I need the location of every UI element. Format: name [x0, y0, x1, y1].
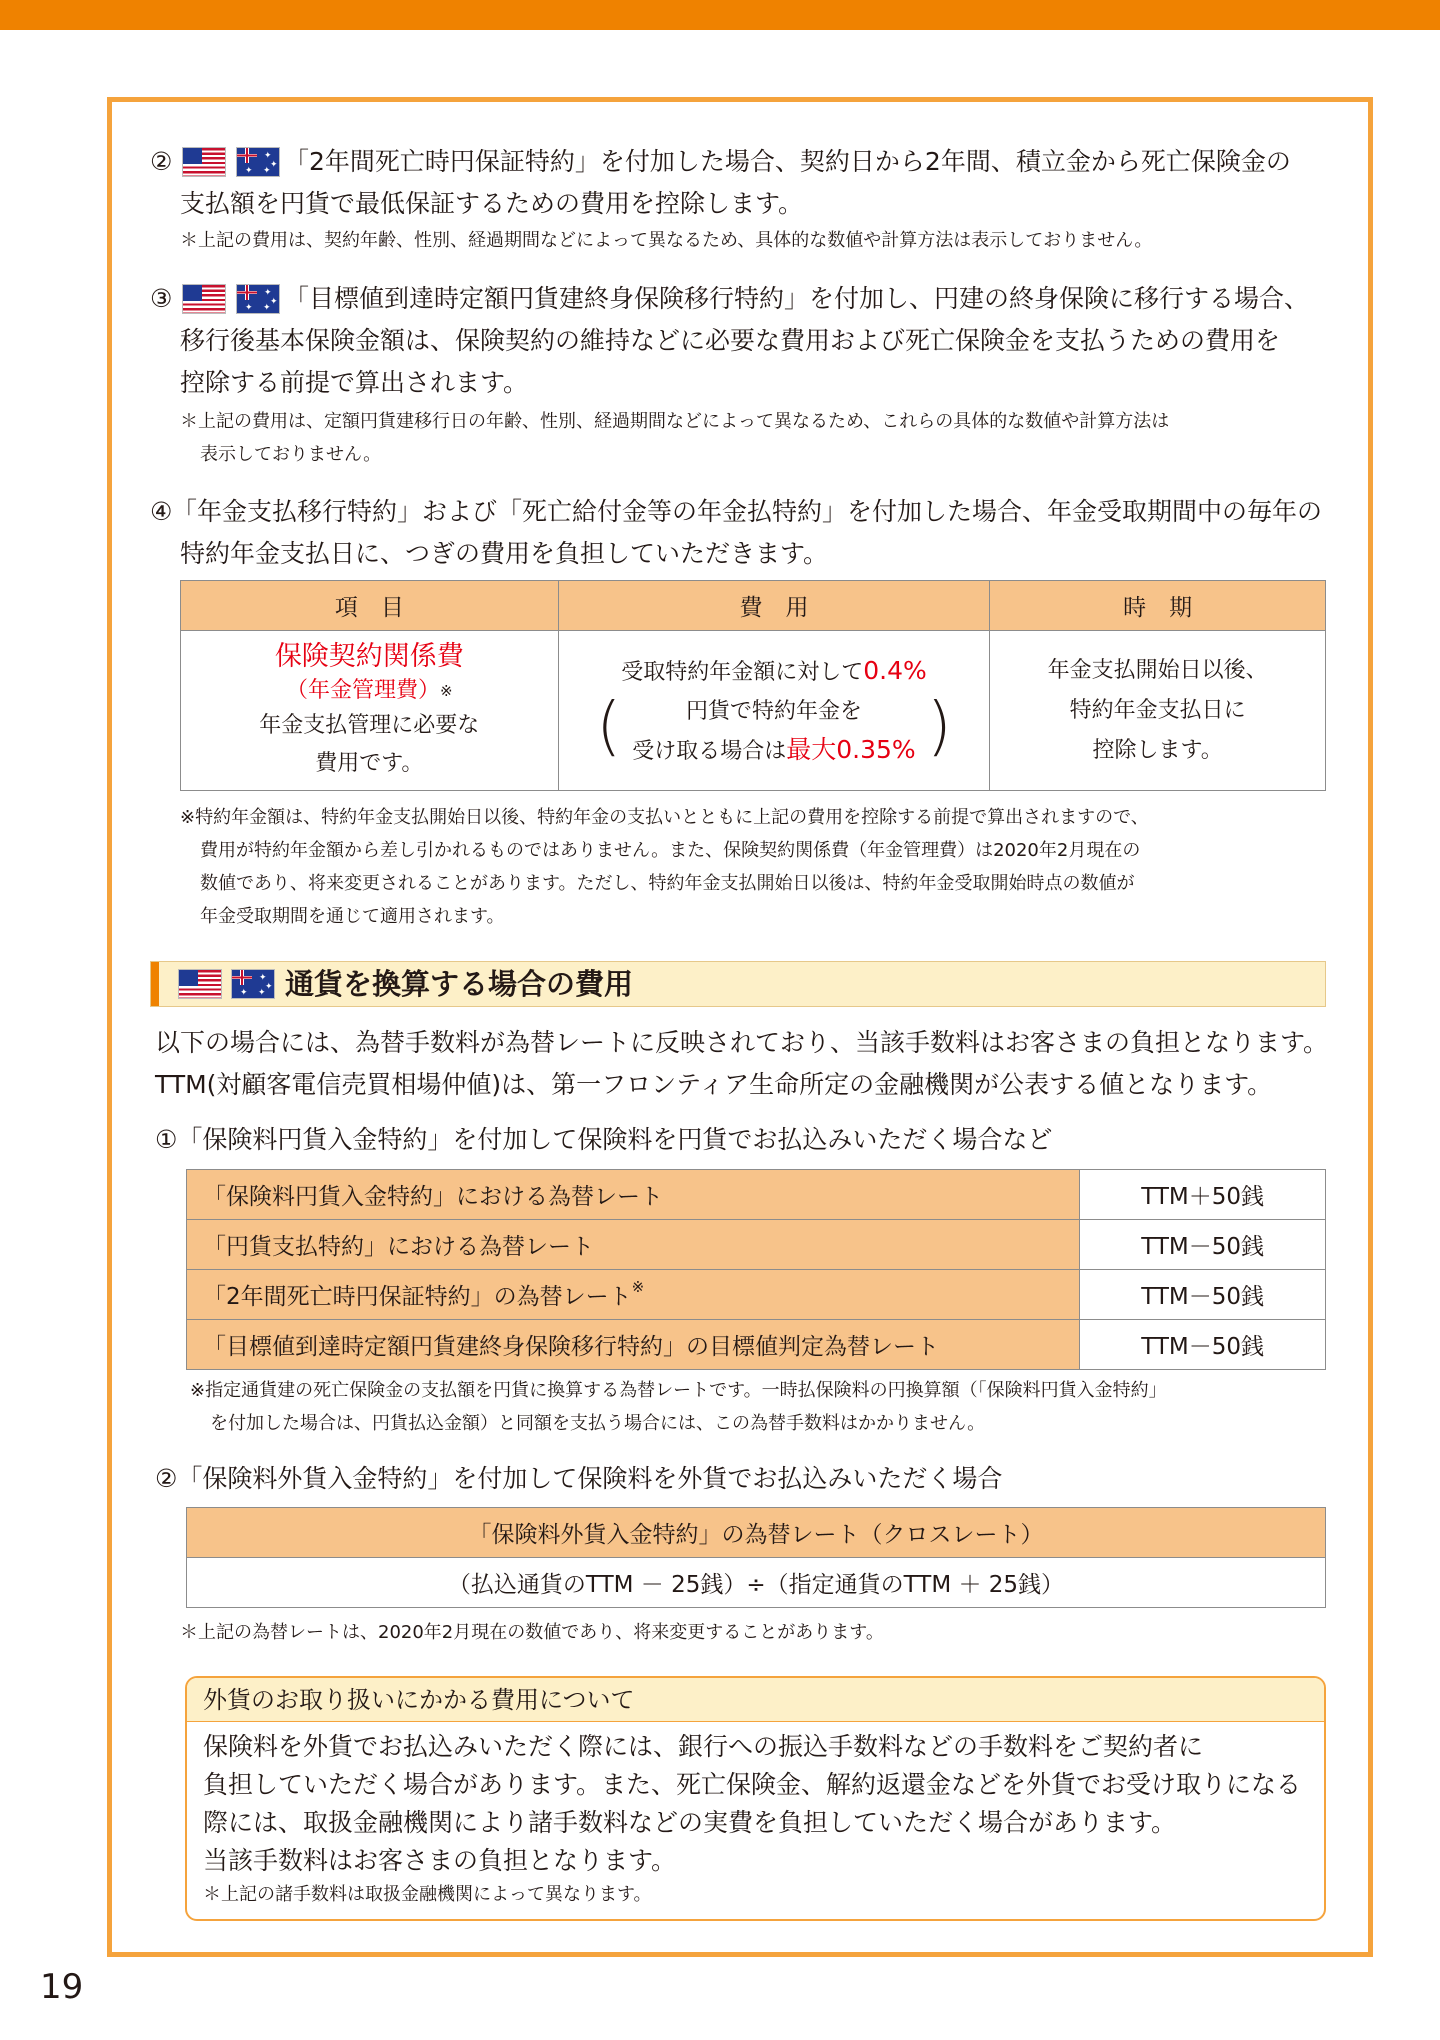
item-4-line-1: 「年金支払移行特約」および「死亡給付金等の年金払特約」を付加した場合、年金受取期間中の毎年の [172, 497, 1323, 526]
rate-row-label: 「目標値到達時定額円貨建終身保険移行特約」の目標値判定為替レート [187, 1320, 1080, 1370]
us-flag-icon [178, 969, 222, 999]
rate-row-value: TTM－50銭 [1080, 1270, 1326, 1320]
item-2-line-2: 支払額を円貨で最低保証するための費用を控除します。 [180, 189, 804, 218]
foreign-box-note: ＊上記の諸手数料は取扱金融機関によって異なります。 [203, 1884, 652, 1905]
item-4-note-2: 費用が特約年金額から差し引かれるものではありません。また、保険契約関係費（年金管理費）は2020年2月現在の [200, 840, 1141, 861]
top-accent-bar [0, 0, 1440, 30]
fee-timing-cell [990, 631, 1326, 791]
fee-table-header-item: 項 目 [181, 581, 559, 631]
case-2-note: ＊上記の為替レートは、2020年2月現在の数値であり、将来変更することがあります。 [180, 1622, 884, 1643]
item-4-marker: ④ [150, 497, 173, 526]
case-1-title: ①「保険料円貨入金特約」を付加して保険料を円貨でお払込みいただく場合など [155, 1125, 1053, 1154]
page-number: 19 [40, 1967, 84, 2007]
item-2-note: ＊上記の費用は、契約年齢、性別、経過期間などによって異なるため、具体的な数値や計算方法は表示しておりません。 [180, 230, 1153, 251]
fee-cost-cell [558, 631, 990, 791]
fee-item-mark: ※ [440, 681, 453, 700]
cross-rate-formula: （払込通貨のTTM － 25銭）÷（指定通貨のTTM ＋ 25銭） [187, 1558, 1326, 1608]
case-1-note-2: を付加した場合は、円貨払込金額）と同額を支払う場合には、この為替手数料はかかりません。 [210, 1413, 986, 1434]
item-4-note-3: 数値であり、将来変更されることがあります。ただし、特約年金支払開始日以後は、特約年金受取開始時点の数値が [200, 873, 1135, 894]
australia-flag-icon: ✦ ✦ ✦ ✦ [236, 147, 280, 177]
fee-timing-3: 控除します。 [1092, 737, 1223, 763]
australia-flag-icon: ✦ ✦ ✦ ✦ [231, 969, 275, 999]
fee-cost-rate: 0.4% [863, 655, 927, 685]
rate-row-value: TTM－50銭 [1080, 1320, 1326, 1370]
fee-table [180, 580, 1326, 791]
fee-item-desc-1: 年金支払管理に必要な [259, 712, 480, 738]
currency-intro-2: TTM(対顧客電信売買相場仲値)は、第一フロンティア生命所定の金融機関が公表する値となります。 [155, 1070, 1273, 1099]
foreign-box-line-2: 負担していただく場合があります。また、死亡保険金、解約返還金などを外貨でお受け取りになる [203, 1770, 1302, 1799]
fee-table-header-cost: 費 用 [558, 581, 990, 631]
item-2-marker: ② [150, 147, 173, 176]
us-flag-icon [182, 284, 226, 314]
us-flag-icon [182, 147, 226, 177]
currency-intro-1: 以下の場合には、為替手数料が為替レートに反映されており、当該手数料はお客さまの負担となります。 [155, 1028, 1329, 1057]
foreign-box-line-4: 当該手数料はお客さまの負担となります。 [203, 1846, 677, 1875]
case-1-note-1: ※指定通貨建の死亡保険金の支払額を円貨に換算する為替レートです。一時払保険料の円換算額（「保険料円貨入金特約」 [190, 1380, 1167, 1401]
fee-item-cell [181, 631, 559, 791]
paren-right: ) [926, 689, 952, 764]
fee-cost-max-rate: 最大0.35% [786, 734, 916, 764]
foreign-box-line-3: 際には、取扱金融機関により諸手数料などの実費を負担していただく場合があります。 [203, 1808, 1177, 1837]
fee-cost-line-1: 受取特約年金額に対して [621, 659, 864, 685]
cross-rate-header: 「保険料外貨入金特約」の為替レート（クロスレート） [187, 1508, 1326, 1558]
rate-row-value: TTM－50銭 [1080, 1220, 1326, 1270]
fee-item-subtitle: （年金管理費） [286, 677, 441, 703]
section-title: 通貨を換算する場合の費用 [285, 967, 634, 1001]
item-3-marker: ③ [150, 284, 173, 313]
fee-cost-line-2: 円貨で特約年金を [685, 698, 862, 724]
rate-row-label: 「円貨支払特約」における為替レート [187, 1220, 1080, 1270]
item-4-line-2: 特約年金支払日に、つぎの費用を負担していただきます。 [180, 539, 829, 568]
fee-timing-2: 特約年金支払日に [1069, 697, 1246, 723]
item-3-note-2: 表示しておりません。 [200, 444, 382, 465]
foreign-currency-fee-box [185, 1676, 1326, 1921]
item-3-note-1: ＊上記の費用は、定額円貨建移行日の年齢、性別、経過期間などによって異なるため、これらの具体的な数値や計算方法は [180, 411, 1170, 432]
case-2-rate-table [186, 1507, 1326, 1608]
item-3-line-2: 移行後基本保険金額は、保険契約の維持などに必要な費用および死亡保険金を支払うための費用を [180, 326, 1281, 355]
rate-row-label: 「2年間死亡時円保証特約」の為替レート※ [187, 1270, 1080, 1320]
fee-item-desc-2: 費用です。 [315, 750, 424, 776]
rate-row-value: TTM＋50銭 [1080, 1170, 1326, 1220]
fee-item-title: 保険契約関係費 [274, 640, 464, 672]
fee-cost-line-3: 受け取る場合は [632, 738, 787, 764]
item-2-line-1: 「2年間死亡時円保証特約」を付加した場合、契約日から2年間、積立金から死亡保険金の [284, 147, 1291, 176]
foreign-box-title: 外貨のお取り扱いにかかる費用について [187, 1678, 1324, 1722]
item-4-note-4: 年金受取期間を通じて適用されます。 [200, 906, 505, 927]
case-1-rate-table [186, 1169, 1326, 1370]
item-4-note-1: ※特約年金額は、特約年金支払開始日以後、特約年金の支払いとともに上記の費用を控除する前提で算出されますので、 [180, 807, 1149, 828]
item-3-line-3: 控除する前提で算出されます。 [180, 368, 529, 397]
case-2-title: ②「保険料外貨入金特約」を付加して保険料を外貨でお払込みいただく場合 [155, 1464, 1003, 1493]
rate-row-label: 「保険料円貨入金特約」における為替レート [187, 1170, 1080, 1220]
australia-flag-icon: ✦ ✦ ✦ ✦ [236, 284, 280, 314]
foreign-box-line-1: 保険料を外貨でお払込みいただく際には、銀行への振込手数料などの手数料をご契約者に [203, 1732, 1204, 1761]
item-3-line-1: 「目標値到達時定額円貨建終身保険移行特約」を付加し、円建の終身保険に移行する場合、 [284, 284, 1310, 313]
fee-table-header-timing: 時 期 [990, 581, 1326, 631]
rate-row-mark: ※ [631, 1278, 645, 1296]
fee-timing-1: 年金支払開始日以後、 [1047, 657, 1268, 683]
paren-left: ( [596, 689, 622, 764]
